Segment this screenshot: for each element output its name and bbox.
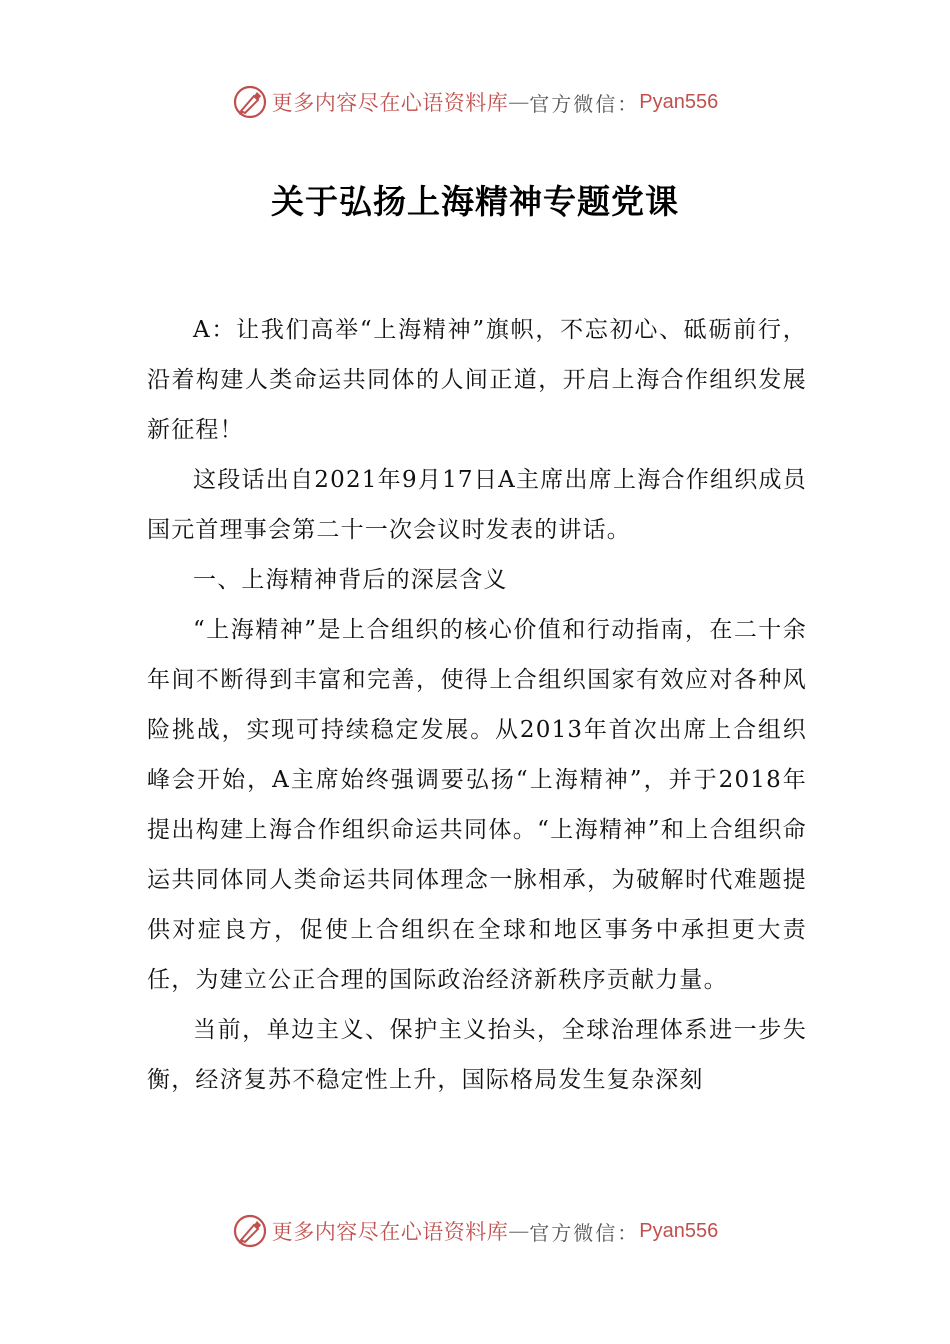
paragraph: 当前，单边主义、保护主义抬头，全球治理体系进一步失衡，经济复苏不稳定性上升，国际格局发生复杂深刻 [147, 1017, 807, 1093]
document-title: 关于弘扬上海精神专题党课 [271, 182, 679, 221]
pen-nib-logo-icon [232, 84, 268, 120]
banner-separator: — [508, 1219, 530, 1243]
header-banner [0, 82, 950, 122]
paragraph: 这段话出自2021年9月17日A主席出席上海合作组织成员国元首理事会第二十一次会议时发表的讲话。 [147, 467, 807, 543]
document-body [147, 305, 807, 1105]
banner-text: 更多内容尽在心语资料库 [271, 91, 509, 115]
banner-wechat-label: 官方微信： [529, 91, 640, 116]
banner-wechat-id: Pyan556 [639, 90, 719, 113]
paragraph: A：让我们高举“上海精神”旗帜，不忘初心、砥砺前行，沿着构建人类命运共同体的人间正道，开启上海合作组织发展新征程！ [147, 317, 807, 443]
paragraph: “上海精神”是上合组织的核心价值和行动指南，在二十余年间不断得到丰富和完善，使得上合组织国家有效应对各种风险挑战，实现可持续稳定发展。从2013年首次出席上合组织峰会开始，A主席始终强调要弘扬“上海精神”，并于2018年提出构建上海合作组织命运共同体。“上海精神”和上合组织命运共同体同人类命运共同体理念一脉相承，为破解时代难题提供对症良方，促使上合组织在全球和地区事务中承担更大责任，为建立公正合理的国际政治经济新秩序贡献力量。 [147, 617, 807, 993]
pen-nib-logo-icon [232, 1213, 268, 1249]
section-heading: 一、上海精神背后的深层含义 [193, 567, 508, 593]
banner-wechat-id: Pyan556 [639, 1219, 719, 1242]
banner-wechat-label: 官方微信： [529, 1220, 640, 1245]
banner-text: 更多内容尽在心语资料库 [271, 1220, 509, 1244]
footer-banner [0, 1211, 950, 1251]
banner-separator: — [508, 90, 530, 114]
